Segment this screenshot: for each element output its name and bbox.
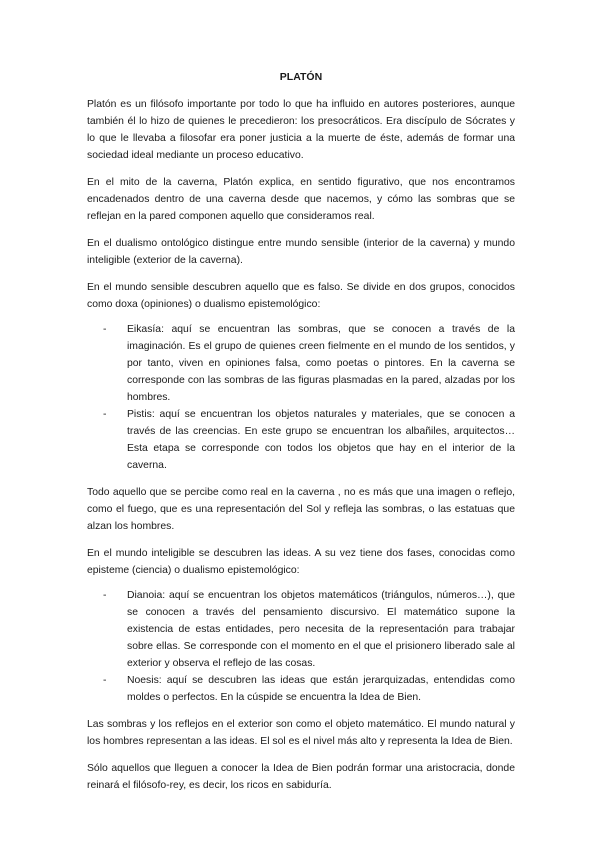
list-intelligible-world: [87, 587, 515, 706]
document-title: PLATÓN: [279, 71, 323, 83]
list-item-text: Dianoia: aquí se encuentran los objetos matemáticos (triángulos, números…), que se conocen a través del pensamiento discursivo. El matemático supone la existencia de estas entidades, pero necesita de la representación para trabajar sobre ellas. Se corresponde con el momento en el que el prisionero liberado sale al exterior y observa el reflejo de las cosas.: [127, 590, 515, 669]
list-item-eikasia: [87, 321, 515, 406]
paragraph-philosopher-king: Sólo aquellos que lleguen a conocer la Idea de Bien podrán formar una aristocracia, donde reinará el filósofo-rey, es decir, los ricos en sabiduría.: [87, 763, 515, 791]
paragraph-ontological-dualism: En el dualismo ontológico distingue entre mundo sensible (interior de la caverna) y mundo inteligible (exterior de la caverna).: [87, 238, 515, 266]
list-item-dianoia: [87, 587, 515, 672]
paragraph-intelligible-world: En el mundo inteligible se descubren las ideas. A su vez tiene dos fases, conocidas como episteme (ciencia) o dualismo epistemológico:: [87, 548, 515, 576]
paragraph-shadows-objects: Las sombras y los reflejos en el exterior son como el objeto matemático. El mundo natural y los hombres representan a las ideas. El sol es el nivel más alto y representa la Idea de Bien.: [87, 719, 515, 747]
paragraph-intro: Platón es un filósofo importante por todo lo que ha influido en autores posteriores, aunque también él lo hizo de quienes le precedieron: los presocráticos. Era discípulo de Sócrates y lo que le llevaba a filosofar era poner justicia a la muerte de éste, además de formar una sociedad ideal mediante un proceso educativo.: [87, 99, 515, 161]
list-item-text: Noesis: aquí se descubren las ideas que están jerarquizadas, entendidas como moldes o perfectos. En la cúspide se encuentra la Idea de Bien.: [127, 675, 515, 703]
paragraph-cave-myth: En el mito de la caverna, Platón explica, en sentido figurativo, que nos encontramos encadenados dentro de una caverna desde que nacemos, y cómo las sombras que se reflejan en la pared componen aquello que consideramos real.: [87, 177, 515, 222]
list-item-noesis: [87, 672, 515, 706]
list-sensible-world: [87, 321, 515, 474]
document-content: [87, 70, 515, 804]
paragraph-reflections: Todo aquello que se percibe como real en la caverna , no es más que una imagen o reflejo, como el fuego, que es una representación del Sol y refleja las sombras, o las estatuas que alzan los hombres.: [87, 487, 515, 532]
bullet-dash: -: [103, 590, 107, 601]
list-item-text: Eikasía: aquí se encuentran las sombras, que se conocen a través de la imaginación. Es el grupo de quienes creen fielmente en el mundo de los sentidos, y por tanto, viven en opiniones falsa, como poetas o pintores. En la caverna se corresponde con las sombras de las figuras plasmadas en la pared, alzadas por los hombres.: [127, 324, 515, 403]
bullet-dash: -: [103, 409, 107, 420]
bullet-dash: -: [103, 675, 107, 686]
list-item-text: Pistis: aquí se encuentran los objetos naturales y materiales, que se conocen a través de las creencias. En este grupo se encuentran los albañiles, arquitectos… Esta etapa se corresponde con todos los objetos que hay en el interior de la caverna.: [127, 409, 515, 471]
bullet-dash: -: [103, 324, 107, 335]
paragraph-sensible-world: En el mundo sensible descubren aquello que es falso. Se divide en dos grupos, conocidos como doxa (opiniones) o dualismo epistemológico:: [87, 282, 515, 310]
list-item-pistis: [87, 406, 515, 474]
